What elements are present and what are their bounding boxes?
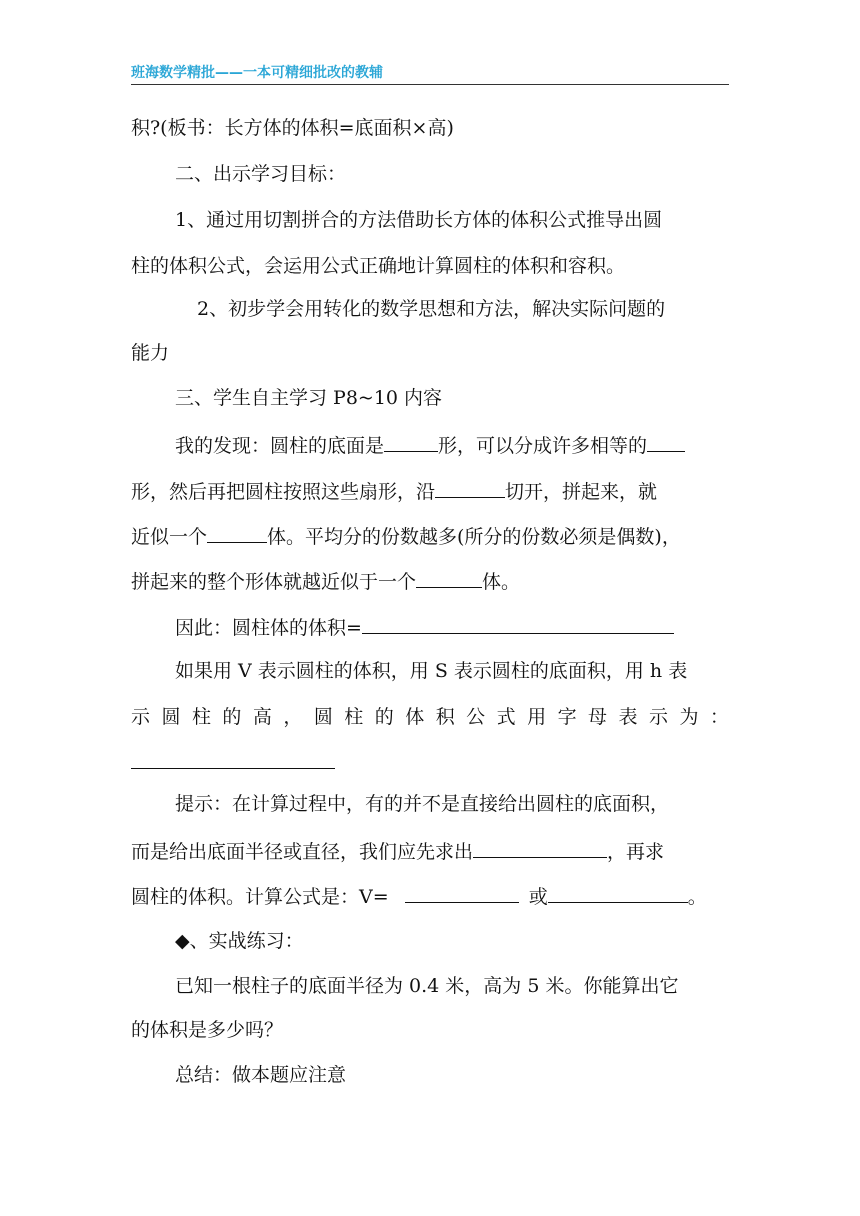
char: ： (709, 706, 729, 728)
char: 高 (252, 706, 272, 728)
text-line-3: 1、通过用切割拼合的方法借助长方体的体积公式推导出圆 (175, 209, 663, 231)
text-fragment: 。 (687, 886, 707, 908)
char: 字 (557, 706, 577, 728)
page-header (131, 62, 729, 85)
char: 为 (679, 706, 699, 728)
text-fragment: 我的发现：圆柱的底面是 (175, 435, 385, 457)
section-heading-self-study: 三、学生自主学习 P8~10 内容 (175, 387, 443, 409)
text-line-15: 提示：在计算过程中，有的并不是直接给出圆柱的底面积， (175, 793, 670, 815)
char: 的 (222, 706, 242, 728)
text-line-20: 的体积是多少吗？ (131, 1019, 284, 1041)
text-fragment: 切开，拼起来，就 (505, 481, 658, 503)
text-line-4: 柱的体积公式，会运用公式正确地计算圆柱的体积和容积。 (131, 255, 626, 277)
section-heading-practice: ◆、实战练习： (175, 930, 304, 952)
text-fragment: ，再求 (607, 841, 665, 863)
char: 用 (527, 706, 547, 728)
text-fragment: 圆柱的体积。计算公式是：V= (131, 886, 389, 908)
fill-blank[interactable] (435, 477, 505, 498)
fill-blank[interactable] (416, 567, 482, 588)
header-title: 班海数学精批——一本可精细批改的教辅 (131, 65, 383, 81)
text-fragment: 体。 (482, 571, 521, 593)
fill-blank[interactable] (405, 882, 519, 903)
char: 柱 (191, 706, 211, 728)
char: 示 (131, 706, 151, 728)
section-heading-objectives: 二、出示学习目标： (175, 163, 347, 185)
text-line-17 (131, 882, 729, 910)
text-line-6: 能力 (131, 342, 170, 364)
text-fragment: 拼起来的整个形体就越近似于一个 (131, 571, 417, 593)
text-fragment: 而是给出底面半径或直径，我们应先求出 (131, 841, 474, 863)
text-fragment: 体。平均分的份数越多(所分的份数必须是偶数)， (267, 526, 681, 548)
text-line-14 (131, 704, 729, 730)
text-line-8 (175, 431, 729, 459)
char: 体 (405, 706, 425, 728)
text-line-13: 如果用 V 表示圆柱的体积，用 S 表示圆柱的底面积，用 h 表 (175, 660, 688, 682)
formula-answer-line[interactable] (131, 768, 335, 769)
text-fragment: 形，然后再把圆柱按照这些扇形，沿 (131, 481, 436, 503)
char: 表 (618, 706, 638, 728)
text-line-19: 已知一根柱子的底面半径为 0.4 米，高为 5 米。你能算出它 (175, 975, 679, 997)
text-line-12 (175, 613, 729, 641)
text-fragment: 近似一个 (131, 526, 208, 548)
char: 的 (374, 706, 394, 728)
text-line-21: 总结：做本题应注意 (175, 1064, 347, 1086)
text-line-10 (131, 522, 729, 550)
fill-blank[interactable] (647, 431, 685, 452)
fill-blank[interactable] (207, 522, 267, 543)
text-line-9 (131, 477, 729, 505)
text-fragment: 形，可以分成许多相等的 (438, 435, 648, 457)
text-line-1: 积?(板书：长方体的体积=底面积×高) (131, 117, 454, 139)
fill-blank[interactable] (384, 431, 438, 452)
char: 积 (435, 706, 455, 728)
char: 圆 (313, 706, 333, 728)
char: 示 (648, 706, 668, 728)
char: 圆 (161, 706, 181, 728)
char: 公 (466, 706, 486, 728)
text-line-5: 2、初步学会用转化的数学思想和方法，解决实际问题的 (197, 298, 666, 320)
fill-blank[interactable] (362, 613, 674, 634)
char: 式 (496, 706, 516, 728)
text-fragment: 因此：圆柱体的体积= (175, 617, 362, 639)
text-line-11 (131, 567, 729, 595)
char: 母 (588, 706, 608, 728)
text-fragment: 或 (528, 886, 548, 908)
fill-blank[interactable] (548, 882, 688, 903)
char: 柱 (344, 706, 364, 728)
fill-blank[interactable] (473, 837, 607, 858)
char: ， (283, 706, 303, 728)
text-line-16 (131, 837, 729, 865)
